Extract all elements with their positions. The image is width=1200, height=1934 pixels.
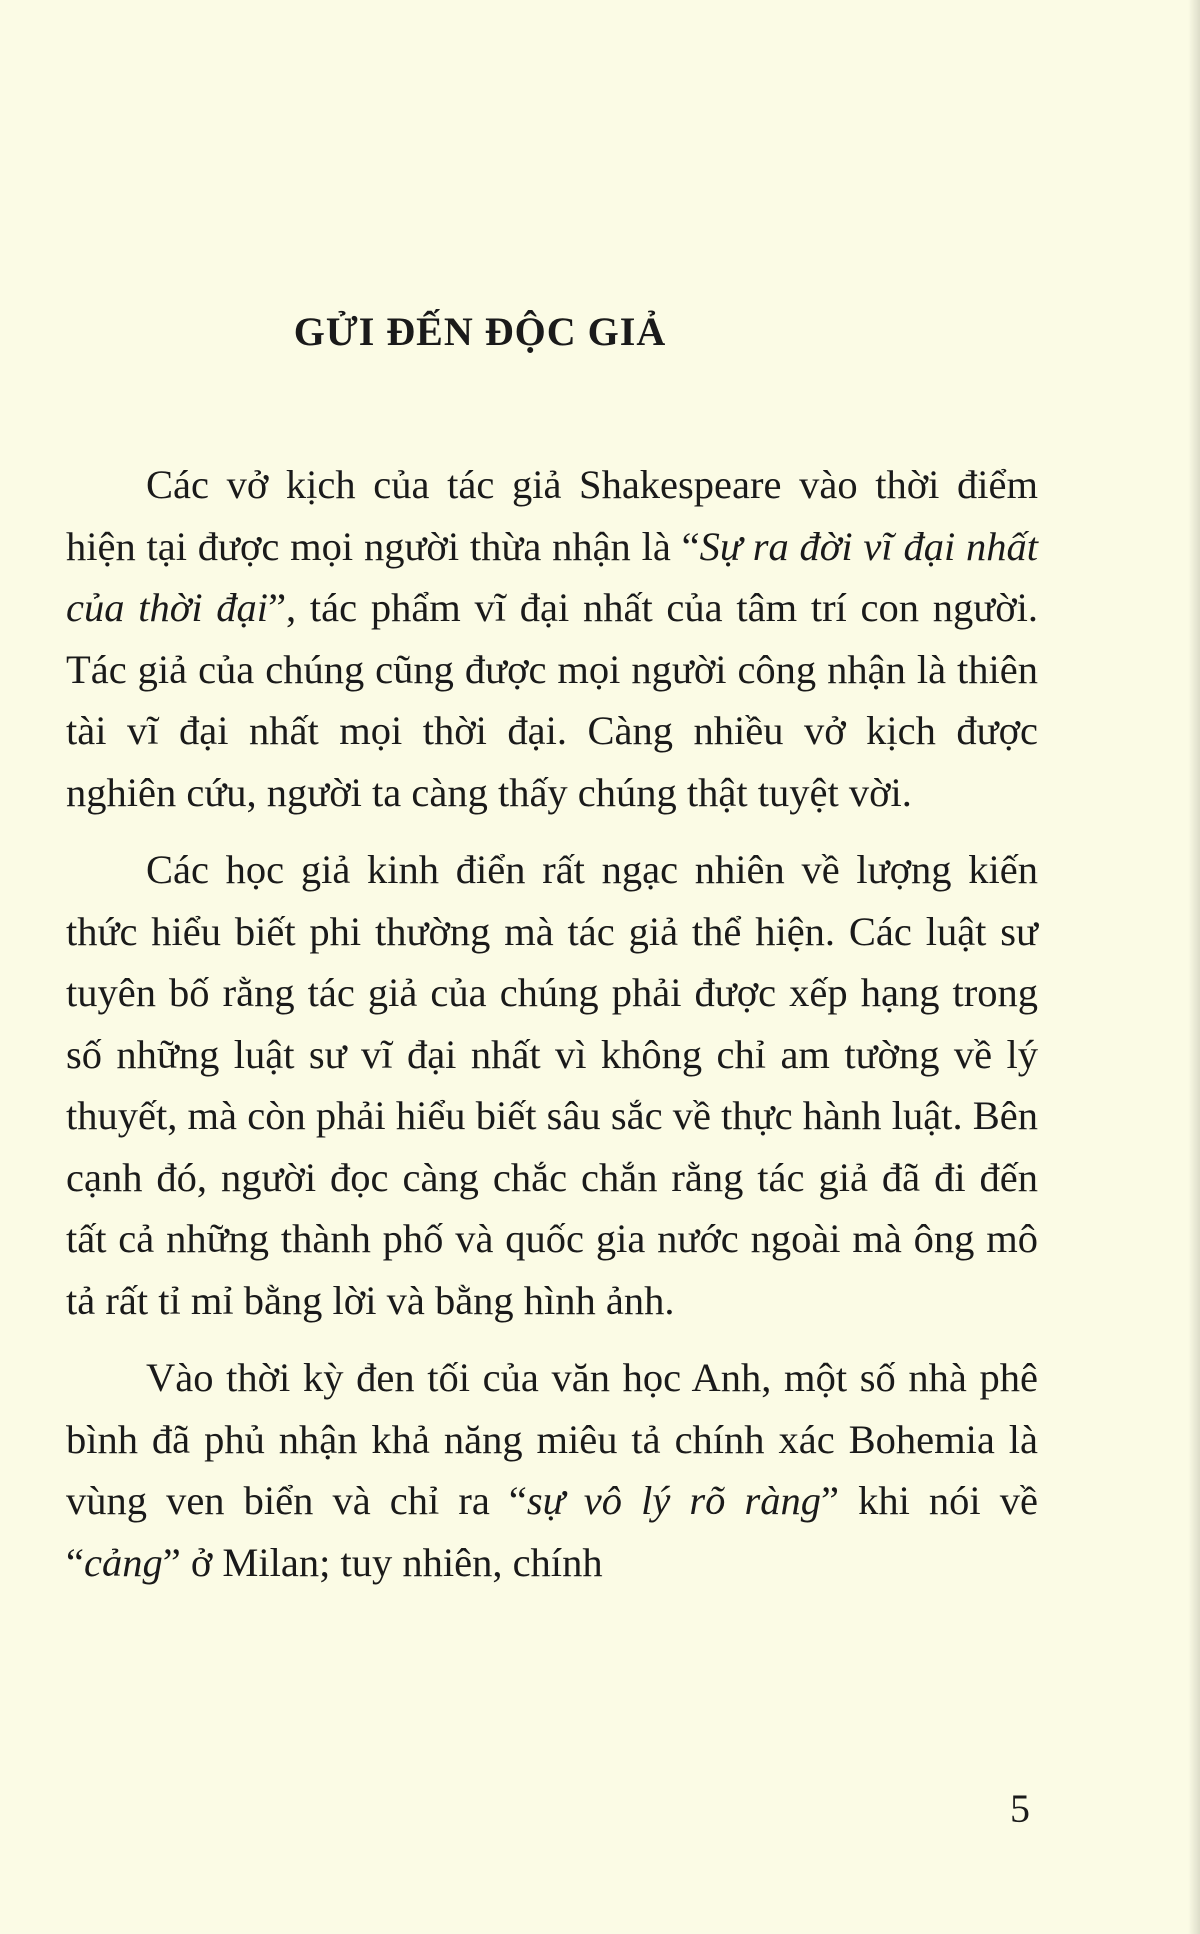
paragraph-3-text-a: Vào thời kỳ đen tối của văn học Anh, một số nhà phê bình đã phủ nhận khả năng miêu tả chính xác Bohemia là vùng ven biển và chỉ ra “ [66,1355,1038,1523]
paragraph-2-text: Các học giả kinh điển rất ngạc nhiên về lượng kiến thức hiểu biết phi thường mà tác giả thể hiện. Các luật sư tuyên bố rằng tác giả của chúng phải được xếp hạng trong số những luật sư vĩ đại nhất vì không chỉ am tường về lý thuyết, mà còn phải hiểu biết sâu sắc về thực hành luật. Bên cạnh đó, người đọc càng chắc chắn rằng tác giả đã đi đến tất cả những thành phố và quốc gia nước ngoài mà ông mô tả rất tỉ mỉ bằng lời và bằng hình ảnh. [66,847,1038,1323]
paragraph-1-text-a: Các vở kịch của tác giả Shakespeare vào thời điểm hiện tại được mọi người thừa nhận là “ [66,462,1038,569]
chapter-title: GỬI ĐẾN ĐỘC GIẢ [293,309,667,354]
paragraph-3 [66,1347,1038,1593]
paragraph-3-text-c: ” ở Milan; tuy nhiên, chính [162,1539,603,1585]
paragraph-1-text-b: ”, tác phẩm vĩ đại nhất của tâm trí con người. Tác giả của chúng cũng được mọi người công nhận là thiên tài vĩ đại nhất mọi thời đại. Càng nhiều vở kịch được nghiên cứu, người ta càng thấy chúng thật tuyệt vời. [66,585,1038,815]
body-text [66,454,1038,1609]
paragraph-3-text-b: ” khi nói về “ [66,1478,1038,1585]
paragraph-1-italic-quote: Sự ra đời vĩ đại nhất của thời đại [66,523,1038,630]
paragraph-2 [66,839,1038,1331]
paragraph-1 [66,454,1038,823]
paragraph-3-italic-quote-2: cảng [83,1539,163,1585]
paragraph-3-italic-quote-1: sự vô lý rõ ràng [526,1478,822,1523]
page-number: 5 [1010,1786,1030,1831]
